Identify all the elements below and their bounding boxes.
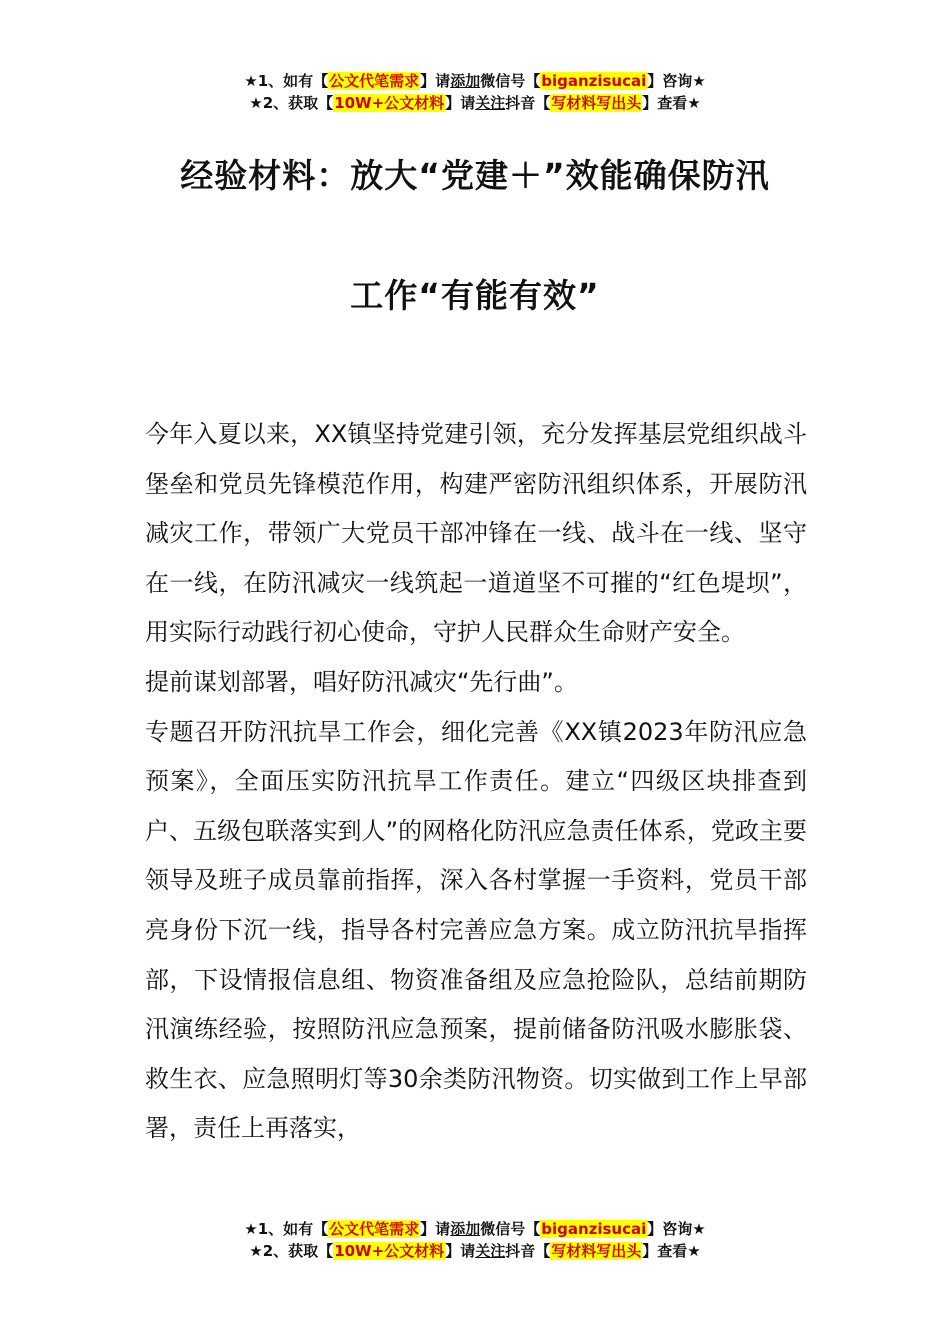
footer-highlight-materials: 10W+公文材料 xyxy=(334,1242,445,1260)
footer-banner xyxy=(0,1218,950,1262)
footer-banner-line-2: ★2、获取【10W+公文材料】请关注抖音【写材料写出头】查看★ xyxy=(249,1242,701,1260)
document-title-line-1: 经验材料：放大“党建＋”效能确保防汛 xyxy=(180,156,770,195)
banner-line-2: ★2、获取【10W+公文材料】请关注抖音【写材料写出头】查看★ xyxy=(249,94,701,112)
footer-highlight-service: 公文代笔需求 xyxy=(329,1220,420,1238)
document-body xyxy=(145,410,807,1154)
paragraph-intro: 今年入夏以来，XX镇坚持党建引领，充分发挥基层党组织战斗堡垒和党员先锋模范作用，构建严密防汛组织体系，开展防汛减灾工作，带领广大党员干部冲锋在一线、战斗在一线、坚守在一线，在防汛减灾一线筑起一道道坚不可摧的“红色堤坝”，用实际行动践行初心使命，守护人民群众生命财产安全。 xyxy=(145,420,807,647)
highlight-service: 公文代笔需求 xyxy=(329,72,420,90)
highlight-materials: 10W+公文材料 xyxy=(334,94,445,112)
header-banner xyxy=(0,70,950,114)
footer-highlight-douyin: 写材料写出头 xyxy=(551,1242,642,1260)
highlight-wechat-id: biganzisucai xyxy=(541,72,647,90)
banner-line-1: ★1、如有【公文代笔需求】请添加微信号【biganzisucai】咨询★ xyxy=(244,72,706,90)
footer-banner-line-1: ★1、如有【公文代笔需求】请添加微信号【biganzisucai】咨询★ xyxy=(244,1220,706,1238)
footer-highlight-wechat-id: biganzisucai xyxy=(541,1220,647,1238)
document-title-line-2: 工作“有能有效” xyxy=(350,276,600,315)
paragraph-detail: 专题召开防汛抗旱工作会，细化完善《XX镇2023年防汛应急预案》，全面压实防汛抗旱工作责任。建立“四级区块排查到户、五级包联落实到人”的网格化防汛应急责任体系，党政主要领导及班子成员靠前指挥，深入各村掌握一手资料，党员干部亮身份下沉一线，指导各村完善应急方案。成立防汛抗旱指挥部，下设情报信息组、物资准备组及应急抢险队，总结前期防汛演练经验，按照防汛应急预案，提前储备防汛吸水膨胀袋、救生衣、应急照明灯等30余类防汛物资。切实做到工作上早部署，责任上再落实， xyxy=(145,717,807,1143)
paragraph-heading: 提前谋划部署，唱好防汛减灾“先行曲”。 xyxy=(145,667,578,696)
highlight-douyin: 写材料写出头 xyxy=(551,94,642,112)
